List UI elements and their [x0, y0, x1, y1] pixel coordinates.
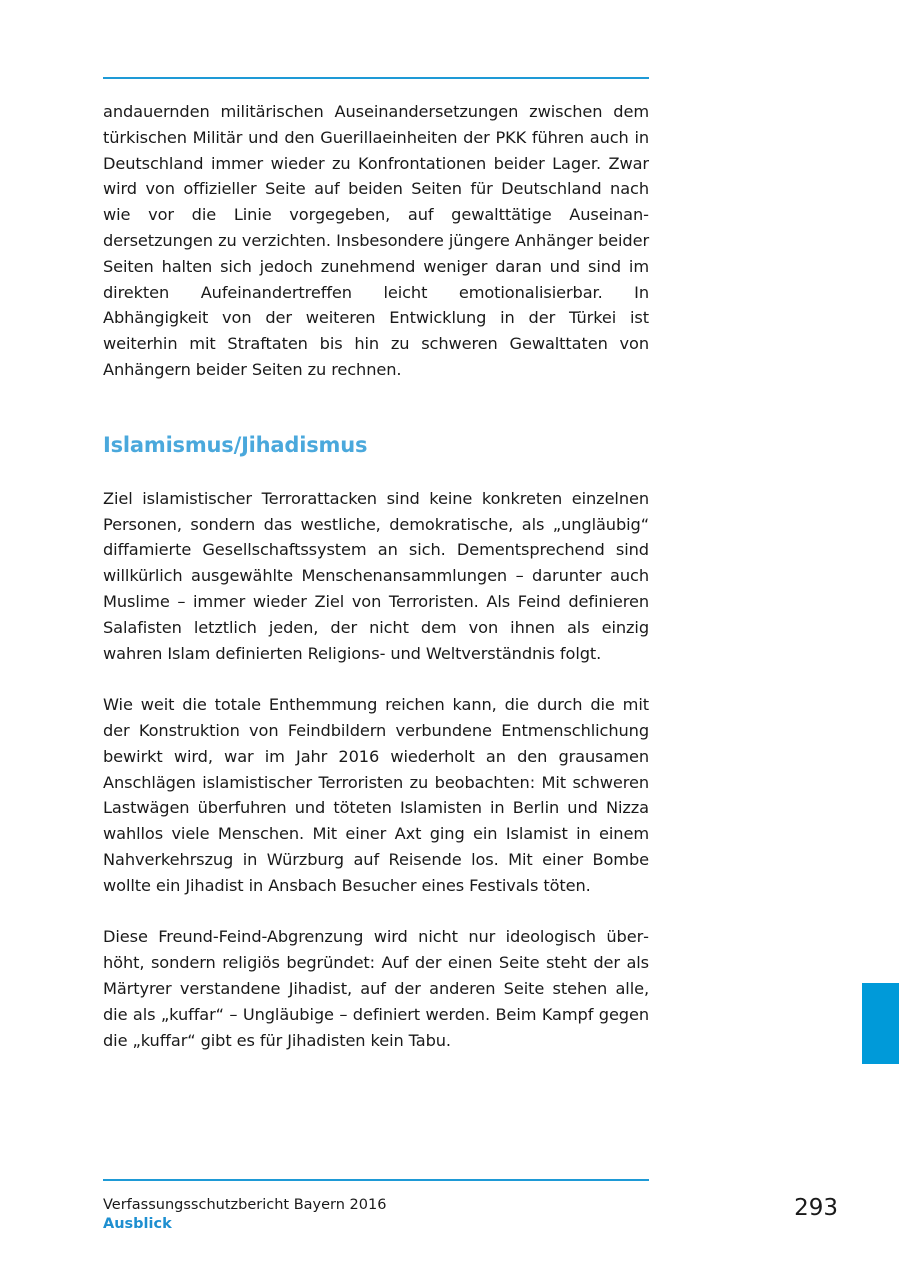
- body-paragraph-4: Diese Freund-Feind-Abgrenzung wird nicht nur ideologisch überhöht, sondern religiös begründet: Auf der einen Seite steht der als Märtyrer verstandene Jihadist, auf der anderen Seite stehen alle, die als „kuffar“ – Ungläubige – definiert werden. Beim Kampf gegen die „kuffar“ gibt es für Jihadisten kein Tabu.: [103, 927, 649, 1050]
- body-paragraph-1: andauernden militärischen Auseinandersetzungen zwischen dem türkischen Militär und den Guerillaeinheiten der PKK führen auch in Deutschland immer wieder zu Konfrontationen beider Lager. Zwar wird von offizieller Seite auf beiden Seiten für Deutschland nach wie vor die Linie vorgegeben, auf gewalttätige Auseinandersetzungen zu verzichten. Insbesondere jüngere Anhänger beider Seiten halten sich jedoch zunehmend weniger daran und sind im direkten Aufeinandertreffen leicht emotionalisierbar. In Abhängigkeit von der weiteren Entwicklung in der Türkei ist weiterhin mit Straftaten bis hin zu schweren Gewalttaten von Anhängern beider Seiten zu rechnen.: [103, 102, 649, 379]
- page-number: 293: [794, 1195, 838, 1221]
- page-content: [103, 99, 649, 1053]
- bottom-divider: [103, 1179, 649, 1181]
- section-heading: Islamismus/Jihadismus: [103, 432, 368, 457]
- body-paragraph-2: Ziel islamistischer Terrorattacken sind keine konkreten einzelnen Personen, sondern das westliche, demokratische, als „ungläubig“ diffamierte Gesellschaftssystem an sich. Dementsprechend sind willkürlich ausgewählte Menschenansammlungen – darunter auch Muslime – immer wieder Ziel von Terroristen. Als Feind definieren Salafisten letztlich jeden, der nicht dem von ihnen als einzig wahren Islam definierten Religions- und Weltverständnis folgt.: [103, 488, 649, 663]
- page-footer: [103, 1196, 649, 1234]
- chapter-tab-marker: [862, 983, 899, 1064]
- body-paragraph-3: Wie weit die totale Enthemmung reichen kann, die durch die mit der Konstruktion von Feindbildern verbundene Entmenschlichung bewirkt wird, war im Jahr 2016 wiederholt an den grausamen Anschlägen islamistischer Terroristen zu beobachten: Mit schweren Lastwägen überfuhren und töteten Islamisten in Berlin und Nizza wahllos viele Menschen. Mit einer Axt ging ein Islamist in einem Nahverkehrszug in Würzburg auf Reisende los. Mit einer Bombe wollte ein Jihadist in Ansbach Besucher eines Festivals töten.: [103, 695, 649, 895]
- footer-report-title: Verfassungsschutzbericht Bayern 2016: [103, 1197, 387, 1213]
- top-divider: [103, 77, 649, 79]
- footer-section-name: Ausblick: [103, 1216, 172, 1232]
